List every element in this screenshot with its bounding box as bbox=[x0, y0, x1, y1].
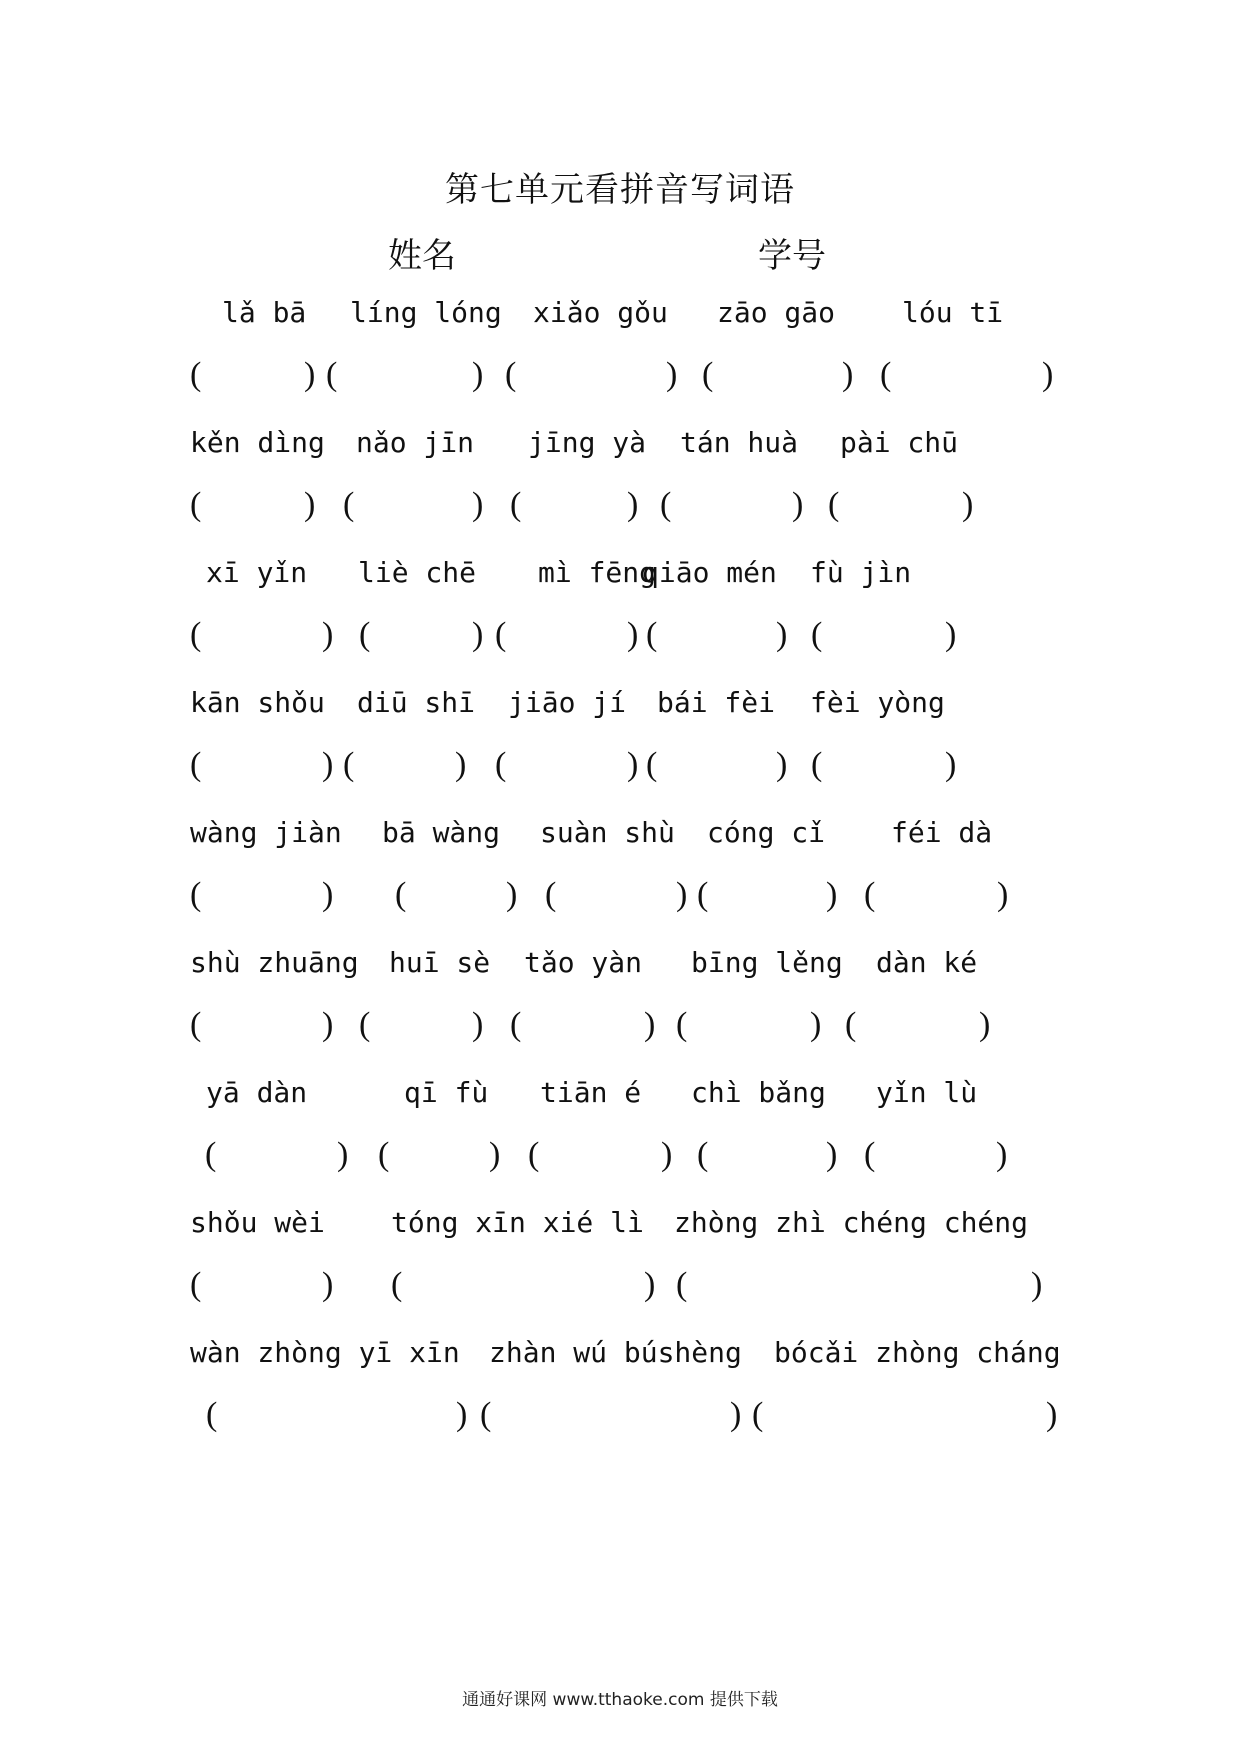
footer-credit: 通通好课网 www.tthaoke.com 提供下载 bbox=[462, 1690, 778, 1710]
answer-blank-open: ( bbox=[395, 876, 407, 913]
answer-blank-close: ) bbox=[644, 1266, 656, 1303]
answer-blank-close: ) bbox=[322, 616, 334, 653]
pinyin-word: huī sè bbox=[389, 946, 491, 979]
pinyin-word: cóng cǐ bbox=[707, 816, 826, 849]
pinyin-word: tiān é bbox=[540, 1076, 642, 1109]
pinyin-word: kān shǒu bbox=[190, 686, 325, 719]
answer-blank-open: ( bbox=[495, 616, 507, 653]
answer-blank-open: ( bbox=[697, 1136, 709, 1173]
answer-blank-close: ) bbox=[304, 486, 316, 523]
pinyin-word: tóng xīn xié lì bbox=[391, 1206, 644, 1239]
answer-blank-close: ) bbox=[979, 1006, 991, 1043]
answer-blank-open: ( bbox=[378, 1136, 390, 1173]
answer-blank-close: ) bbox=[842, 356, 854, 393]
pinyin-word: xī yǐn bbox=[206, 556, 308, 589]
answer-blank-open: ( bbox=[510, 486, 522, 523]
answer-blank-open: ( bbox=[190, 616, 202, 653]
pinyin-word: wàng jiàn bbox=[190, 816, 342, 849]
answer-blank-close: ) bbox=[826, 876, 838, 913]
answer-blank-open: ( bbox=[828, 486, 840, 523]
answer-blank-close: ) bbox=[644, 1006, 656, 1043]
pinyin-word: chì bǎng bbox=[691, 1076, 826, 1109]
answer-blank-open: ( bbox=[205, 1136, 217, 1173]
answer-row bbox=[0, 1136, 1240, 1180]
answer-blank-open: ( bbox=[752, 1396, 764, 1433]
answer-blank-close: ) bbox=[322, 1006, 334, 1043]
answer-blank-open: ( bbox=[190, 1266, 202, 1303]
answer-blank-open: ( bbox=[676, 1266, 688, 1303]
answer-blank-close: ) bbox=[661, 1136, 673, 1173]
answer-blank-close: ) bbox=[945, 746, 957, 783]
answer-blank-open: ( bbox=[505, 356, 517, 393]
answer-blank-close: ) bbox=[1042, 356, 1054, 393]
pinyin-row bbox=[0, 556, 1240, 596]
answer-blank-close: ) bbox=[322, 876, 334, 913]
pinyin-word: zhàn wú búshèng bbox=[489, 1336, 742, 1369]
pinyin-row bbox=[0, 946, 1240, 986]
answer-row bbox=[0, 356, 1240, 400]
answer-blank-open: ( bbox=[190, 1006, 202, 1043]
answer-blank-open: ( bbox=[190, 746, 202, 783]
pinyin-word: yǐn lù bbox=[876, 1076, 978, 1109]
answer-blank-close: ) bbox=[472, 486, 484, 523]
answer-blank-close: ) bbox=[997, 876, 1009, 913]
answer-blank-open: ( bbox=[697, 876, 709, 913]
page-title: 第七单元看拼音写词语 bbox=[445, 170, 795, 210]
pinyin-word: féi dà bbox=[891, 816, 993, 849]
pinyin-word: líng lóng bbox=[350, 296, 502, 329]
answer-blank-close: ) bbox=[472, 356, 484, 393]
answer-row bbox=[0, 1266, 1240, 1310]
answer-blank-open: ( bbox=[510, 1006, 522, 1043]
pinyin-word: qī fù bbox=[404, 1076, 489, 1109]
pinyin-word: bā wàng bbox=[382, 816, 501, 849]
pinyin-word: shù zhuāng bbox=[190, 946, 359, 979]
pinyin-row bbox=[0, 426, 1240, 466]
pinyin-word: bócǎi zhòng cháng bbox=[774, 1336, 1061, 1369]
answer-blank-open: ( bbox=[206, 1396, 218, 1433]
pinyin-word: xiǎo gǒu bbox=[533, 296, 668, 329]
pinyin-row bbox=[0, 816, 1240, 856]
answer-blank-open: ( bbox=[864, 876, 876, 913]
pinyin-word: zhòng zhì chéng chéng bbox=[674, 1206, 1029, 1239]
pinyin-word: suàn shù bbox=[540, 816, 675, 849]
pinyin-word: wàn zhòng yī xīn bbox=[190, 1336, 460, 1369]
answer-blank-open: ( bbox=[190, 356, 202, 393]
answer-blank-open: ( bbox=[359, 616, 371, 653]
answer-blank-close: ) bbox=[676, 876, 688, 913]
pinyin-word: diū shī bbox=[357, 686, 476, 719]
answer-blank-open: ( bbox=[646, 746, 658, 783]
pinyin-row bbox=[0, 1076, 1240, 1116]
answer-blank-close: ) bbox=[1031, 1266, 1043, 1303]
answer-blank-close: ) bbox=[730, 1396, 742, 1433]
answer-blank-open: ( bbox=[845, 1006, 857, 1043]
answer-blank-close: ) bbox=[945, 616, 957, 653]
answer-blank-open: ( bbox=[190, 486, 202, 523]
pinyin-word: shǒu wèi bbox=[190, 1206, 325, 1239]
pinyin-word: kěn dìng bbox=[190, 426, 325, 459]
pinyin-word: tǎo yàn bbox=[524, 946, 643, 979]
pinyin-word: bái fèi bbox=[657, 686, 776, 719]
answer-blank-close: ) bbox=[666, 356, 678, 393]
answer-blank-open: ( bbox=[480, 1396, 492, 1433]
answer-blank-close: ) bbox=[304, 356, 316, 393]
answer-blank-close: ) bbox=[627, 746, 639, 783]
answer-blank-close: ) bbox=[322, 746, 334, 783]
answer-row bbox=[0, 1006, 1240, 1050]
answer-blank-open: ( bbox=[545, 876, 557, 913]
answer-blank-close: ) bbox=[455, 746, 467, 783]
pinyin-word: qiāo mén bbox=[642, 556, 777, 589]
answer-blank-close: ) bbox=[472, 1006, 484, 1043]
pinyin-word: tán huà bbox=[680, 426, 799, 459]
pinyin-word: fèi yòng bbox=[810, 686, 945, 719]
pinyin-word: pài chū bbox=[840, 426, 959, 459]
student-number-label: 学号 bbox=[758, 236, 826, 276]
answer-blank-close: ) bbox=[1046, 1396, 1058, 1433]
name-label: 姓名 bbox=[388, 236, 456, 276]
pinyin-word: zāo gāo bbox=[717, 296, 836, 329]
answer-blank-close: ) bbox=[776, 746, 788, 783]
answer-blank-open: ( bbox=[702, 356, 714, 393]
answer-blank-close: ) bbox=[489, 1136, 501, 1173]
answer-blank-open: ( bbox=[811, 616, 823, 653]
answer-blank-close: ) bbox=[506, 876, 518, 913]
answer-blank-open: ( bbox=[811, 746, 823, 783]
answer-blank-open: ( bbox=[676, 1006, 688, 1043]
pinyin-word: mì fēng bbox=[538, 556, 657, 589]
answer-blank-close: ) bbox=[962, 486, 974, 523]
answer-blank-close: ) bbox=[627, 616, 639, 653]
pinyin-word: jīng yà bbox=[528, 426, 647, 459]
pinyin-word: dàn ké bbox=[876, 946, 978, 979]
pinyin-word: bīng lěng bbox=[691, 946, 843, 979]
pinyin-word: lóu tī bbox=[902, 296, 1004, 329]
pinyin-row bbox=[0, 686, 1240, 726]
pinyin-row bbox=[0, 1206, 1240, 1246]
answer-blank-open: ( bbox=[864, 1136, 876, 1173]
answer-blank-open: ( bbox=[495, 746, 507, 783]
answer-blank-close: ) bbox=[337, 1136, 349, 1173]
answer-row bbox=[0, 1396, 1240, 1440]
answer-row bbox=[0, 486, 1240, 530]
answer-blank-open: ( bbox=[660, 486, 672, 523]
answer-blank-close: ) bbox=[456, 1396, 468, 1433]
answer-blank-close: ) bbox=[792, 486, 804, 523]
answer-blank-open: ( bbox=[190, 876, 202, 913]
answer-blank-close: ) bbox=[627, 486, 639, 523]
answer-blank-open: ( bbox=[343, 486, 355, 523]
answer-row bbox=[0, 876, 1240, 920]
answer-blank-open: ( bbox=[343, 746, 355, 783]
pinyin-word: jiāo jí bbox=[508, 686, 627, 719]
pinyin-word: nǎo jīn bbox=[356, 426, 475, 459]
answer-row bbox=[0, 746, 1240, 790]
answer-blank-open: ( bbox=[326, 356, 338, 393]
pinyin-row bbox=[0, 1336, 1240, 1376]
answer-blank-open: ( bbox=[528, 1136, 540, 1173]
answer-blank-open: ( bbox=[646, 616, 658, 653]
pinyin-word: liè chē bbox=[358, 556, 477, 589]
answer-row bbox=[0, 616, 1240, 660]
answer-blank-close: ) bbox=[472, 616, 484, 653]
answer-blank-open: ( bbox=[391, 1266, 403, 1303]
answer-blank-close: ) bbox=[810, 1006, 822, 1043]
answer-blank-close: ) bbox=[826, 1136, 838, 1173]
pinyin-word: yā dàn bbox=[206, 1076, 308, 1109]
answer-blank-open: ( bbox=[359, 1006, 371, 1043]
answer-blank-close: ) bbox=[322, 1266, 334, 1303]
pinyin-word: fù jìn bbox=[810, 556, 912, 589]
answer-blank-close: ) bbox=[996, 1136, 1008, 1173]
pinyin-row bbox=[0, 296, 1240, 336]
answer-blank-open: ( bbox=[880, 356, 892, 393]
pinyin-word: lǎ bā bbox=[222, 296, 307, 329]
answer-blank-close: ) bbox=[776, 616, 788, 653]
